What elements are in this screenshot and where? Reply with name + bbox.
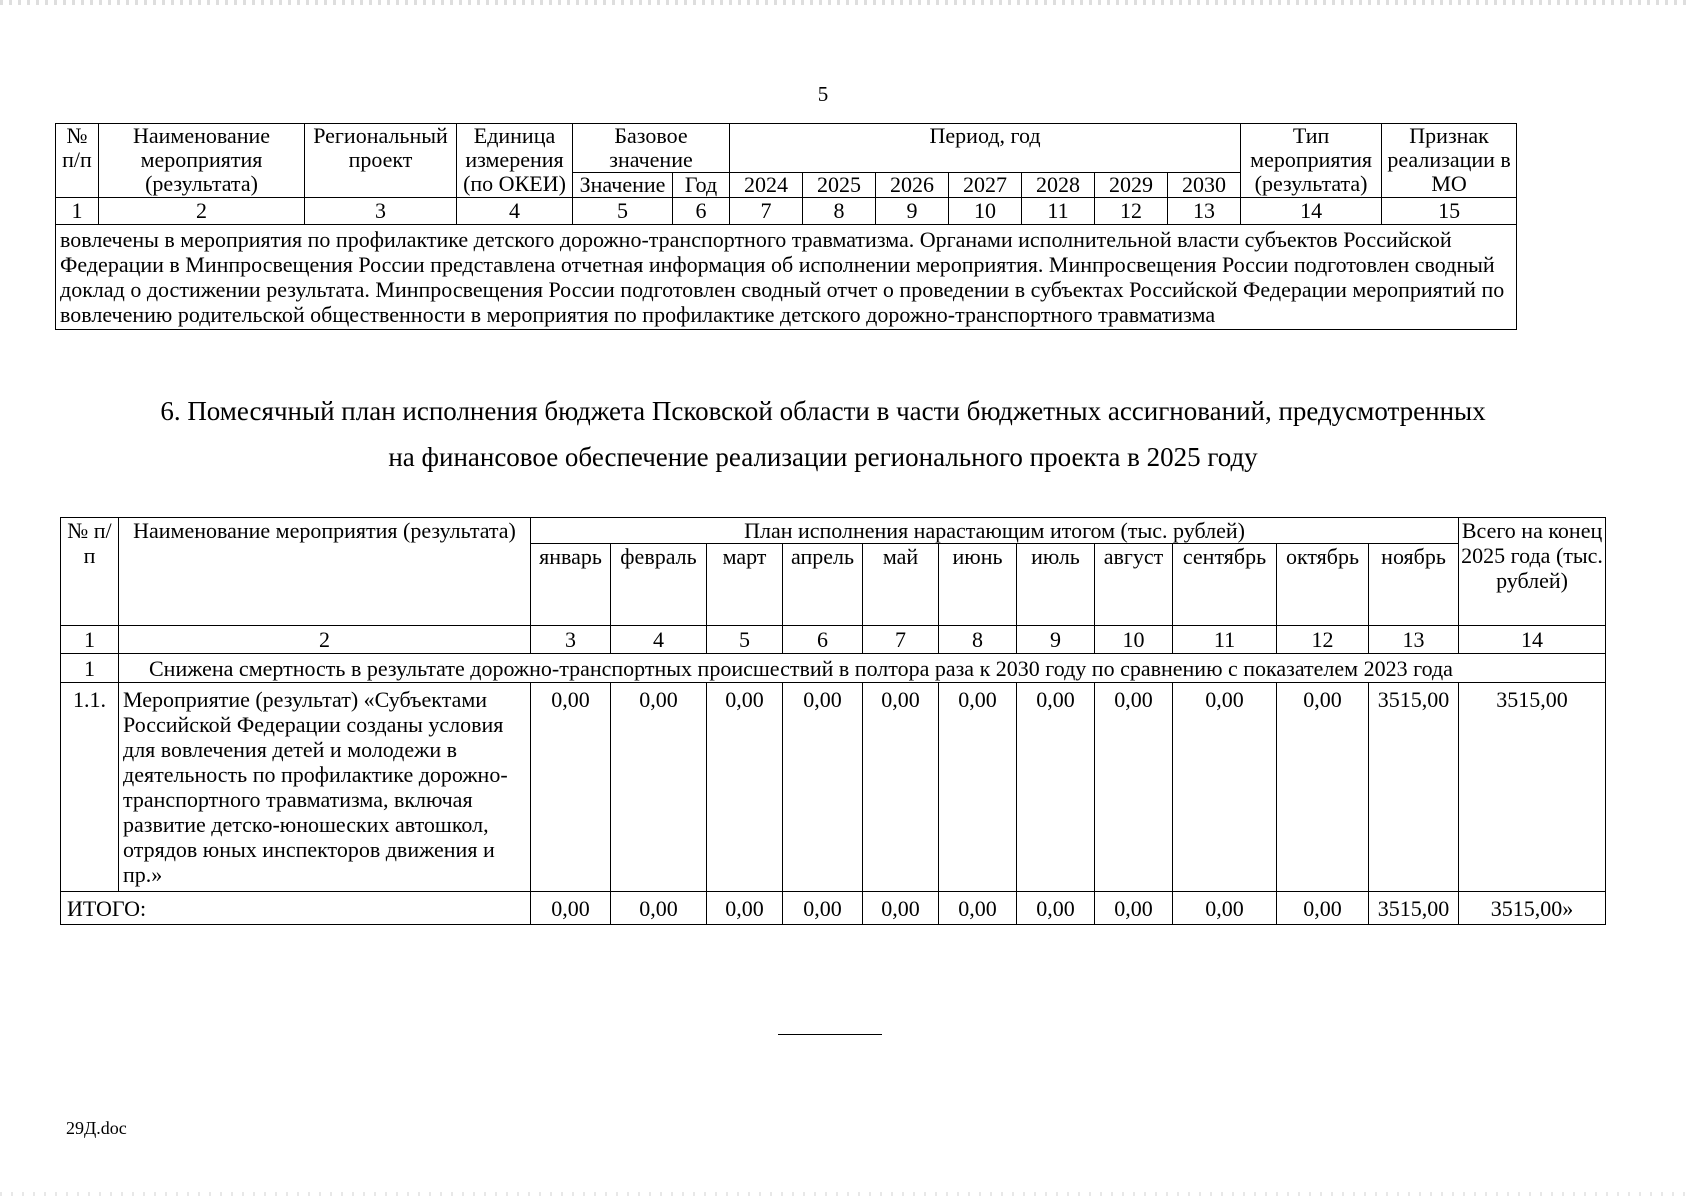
column-number: 11 [1022, 198, 1095, 225]
section-heading [60, 388, 1586, 480]
section-heading-line2: на финансовое обеспечение реализации регионального проекта в 2025 году [388, 442, 1258, 472]
header-month: февраль [611, 544, 707, 626]
total-month-value: 0,00 [783, 892, 863, 925]
total-month-value: 0,00 [1095, 892, 1173, 925]
header-month: март [707, 544, 783, 626]
activity-name: Мероприятие (результат) «Субъектами Российской Федерации созданы условия для вовлечения детей и молодежи в деятельность по профилактике дорожно-транспортного травматизма, включая развитие детско-юношеских автошкол, отрядов юных инспекторов движения и пр.» [119, 683, 531, 892]
total-month-value: 0,00 [707, 892, 783, 925]
column-number: 13 [1168, 198, 1241, 225]
header-period: Период, год [730, 124, 1241, 173]
totals-label: ИТОГО: [61, 892, 531, 925]
total-month-value: 0,00 [1173, 892, 1277, 925]
activity-row [61, 683, 1606, 892]
column-number: 7 [863, 626, 939, 654]
column-number: 3 [531, 626, 611, 654]
total-month-value: 0,00 [531, 892, 611, 925]
column-number: 10 [949, 198, 1022, 225]
column-number: 1 [56, 198, 99, 225]
file-name: 29Д.doc [66, 1118, 127, 1138]
header-row-1 [61, 518, 1606, 544]
continuation-text: вовлечены в мероприятия по профилактике детского дорожно-транспортного травматизма. Органами исполнительной власти субъектов Российской Федерации в Минпросвещения России представлена отчетная информация об исполнении мероприятия. Минпросвещения России подготовлен сводный доклад о достижении результата. Минпросвещения России подготовлен сводный отчет о проведении в субъектах Российской Федерации мероприятий по вовлечению родительской общественности в мероприятия по профилактике детского дорожно-транспортного травматизма [56, 225, 1517, 330]
header-plan: План исполнения нарастающим итогом (тыс. рублей) [531, 518, 1459, 544]
header-year: 2026 [876, 173, 949, 198]
column-number: 15 [1382, 198, 1517, 225]
column-number: 6 [673, 198, 730, 225]
header-base-value: Значение [573, 173, 673, 198]
total-month-value: 0,00 [1277, 892, 1369, 925]
total-month-value: 0,00 [1017, 892, 1095, 925]
header-num: № п/п [61, 518, 119, 626]
header-base-year: Год [673, 173, 730, 198]
month-value: 0,00 [707, 683, 783, 892]
column-number: 14 [1459, 626, 1606, 654]
column-number: 9 [876, 198, 949, 225]
scan-edge-bottom [0, 1192, 1686, 1196]
header-name: Наименование мероприятия (результата) [119, 518, 531, 626]
header-row-1 [56, 124, 1517, 173]
header-project: Региональный проект [305, 124, 457, 198]
continuation-row [56, 225, 1517, 330]
header-unit: Единица измерения (по ОКЕИ) [457, 124, 573, 198]
column-number: 8 [803, 198, 876, 225]
month-value: 0,00 [1277, 683, 1369, 892]
header-month: октябрь [1277, 544, 1369, 626]
column-number: 2 [119, 626, 531, 654]
header-month: июль [1017, 544, 1095, 626]
header-year: 2024 [730, 173, 803, 198]
column-number: 4 [457, 198, 573, 225]
column-number: 12 [1095, 198, 1168, 225]
scan-edge-top [0, 0, 1686, 5]
column-number-row [56, 198, 1517, 225]
activity-num: 1.1. [61, 683, 119, 892]
column-number: 4 [611, 626, 707, 654]
month-value: 3515,00 [1369, 683, 1459, 892]
column-number-row [61, 626, 1606, 654]
goal-row [61, 654, 1606, 683]
header-month: январь [531, 544, 611, 626]
header-month: апрель [783, 544, 863, 626]
header-name: Наименование мероприятия (результата) [99, 124, 305, 198]
month-value: 0,00 [531, 683, 611, 892]
column-number: 11 [1173, 626, 1277, 654]
header-year: 2030 [1168, 173, 1241, 198]
total-month-value: 3515,00 [1369, 892, 1459, 925]
results-table-continuation [55, 123, 1517, 330]
header-year: 2027 [949, 173, 1022, 198]
header-total: Всего на конец 2025 года (тыс. рублей) [1459, 518, 1606, 626]
month-value: 0,00 [1017, 683, 1095, 892]
month-value: 0,00 [1173, 683, 1277, 892]
month-value: 0,00 [611, 683, 707, 892]
header-type: Тип мероприятия (результата) [1241, 124, 1382, 198]
column-number: 12 [1277, 626, 1369, 654]
header-base: Базовое значение [573, 124, 730, 173]
column-number: 9 [1017, 626, 1095, 654]
header-month: ноябрь [1369, 544, 1459, 626]
total-month-value: 0,00 [939, 892, 1017, 925]
column-number: 6 [783, 626, 863, 654]
header-year: 2029 [1095, 173, 1168, 198]
column-number: 14 [1241, 198, 1382, 225]
activity-total: 3515,00 [1459, 683, 1606, 892]
totals-row [61, 892, 1606, 925]
column-number: 5 [707, 626, 783, 654]
month-value: 0,00 [783, 683, 863, 892]
month-value: 0,00 [939, 683, 1017, 892]
month-value: 0,00 [1095, 683, 1173, 892]
column-number: 1 [61, 626, 119, 654]
header-mo: Признак реализации в МО [1382, 124, 1517, 198]
header-month: июнь [939, 544, 1017, 626]
total-month-value: 0,00 [611, 892, 707, 925]
header-year: 2028 [1022, 173, 1095, 198]
column-number: 2 [99, 198, 305, 225]
header-month: август [1095, 544, 1173, 626]
monthly-budget-table [60, 517, 1606, 925]
grand-total: 3515,00» [1459, 892, 1606, 925]
header-year: 2025 [803, 173, 876, 198]
closing-rule [778, 1034, 882, 1035]
goal-num: 1 [61, 654, 119, 683]
total-month-value: 0,00 [863, 892, 939, 925]
column-number: 5 [573, 198, 673, 225]
goal-text: Снижена смертность в результате дорожно-транспортных происшествий в полтора раза к 2030 году по сравнению с показателем 2023 года [119, 654, 1606, 683]
column-number: 10 [1095, 626, 1173, 654]
column-number: 8 [939, 626, 1017, 654]
header-month: май [863, 544, 939, 626]
header-month: сентябрь [1173, 544, 1277, 626]
header-num: № п/п [56, 124, 99, 198]
section-heading-line1: 6. Помесячный план исполнения бюджета Псковской области в части бюджетных ассигнований, предусмотренных [160, 396, 1486, 426]
column-number: 7 [730, 198, 803, 225]
column-number: 13 [1369, 626, 1459, 654]
column-number: 3 [305, 198, 457, 225]
page-number: 5 [817, 82, 829, 106]
month-value: 0,00 [863, 683, 939, 892]
